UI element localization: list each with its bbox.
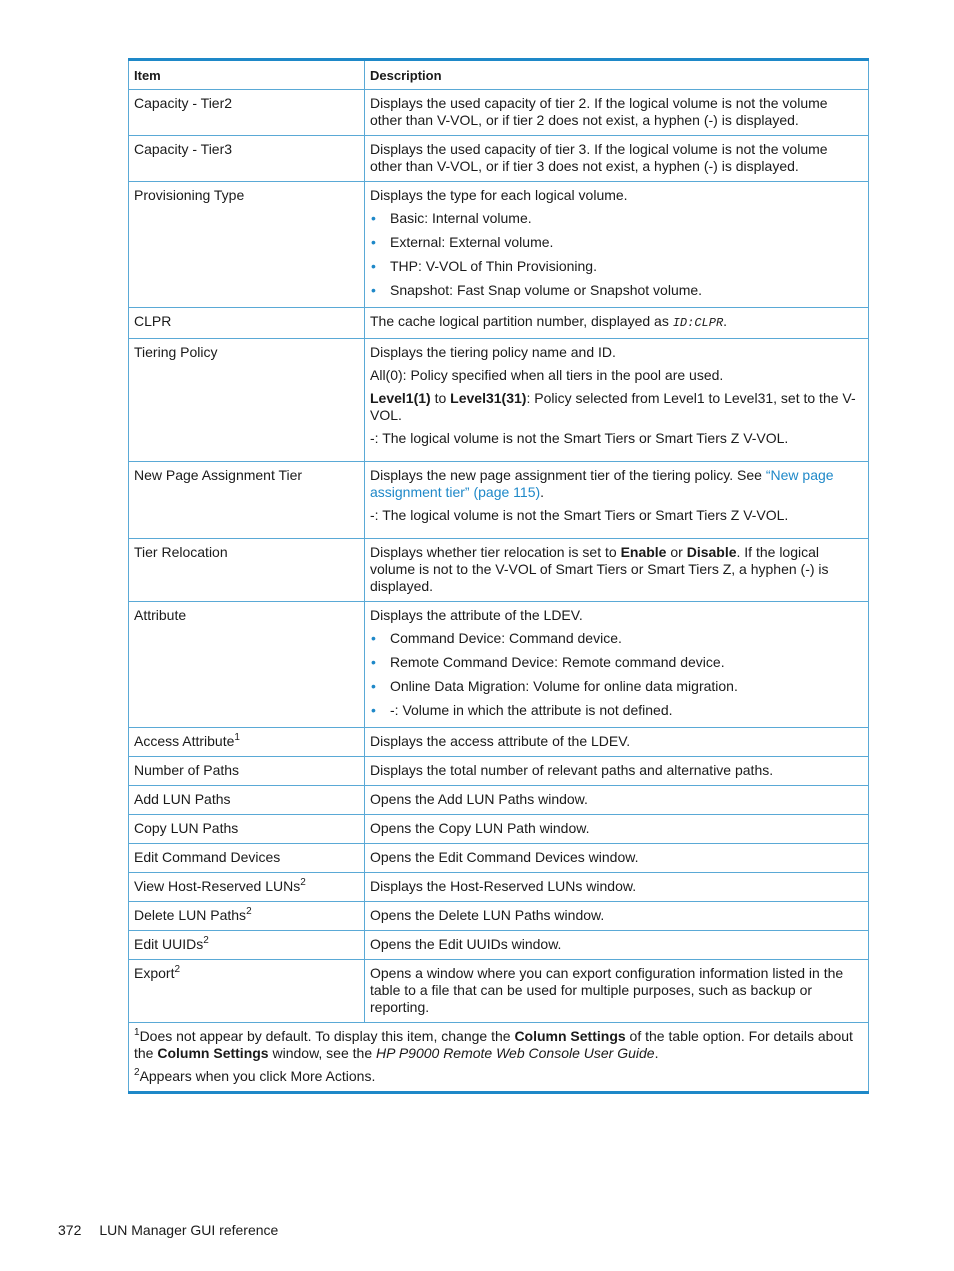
item-cell: Attribute <box>129 602 365 728</box>
footnotes-row <box>129 1023 869 1093</box>
list-item: • Basic: Internal volume. <box>371 210 532 226</box>
table-row <box>129 728 869 757</box>
description-cell: Opens the Delete LUN Paths window. <box>365 902 869 931</box>
table-row <box>129 602 869 728</box>
description-cell: Opens the Add LUN Paths window. <box>365 786 869 815</box>
description-cell: Displays the used capacity of tier 2. If the logical volume is not the volume other than V-VOL, or if tier 2 does not exist, a hyphen (-) is displayed. <box>365 90 869 136</box>
description-cell: Displays the total number of relevant paths and alternative paths. <box>365 757 869 786</box>
page-number: 372 <box>58 1222 82 1238</box>
description-cell: Displays the Host-Reserved LUNs window. <box>365 873 869 902</box>
item-cell: Edit UUIDs$^2$ <box>129 931 365 960</box>
footnote-2: $^2$Appears when you click More Actions. <box>134 1067 376 1084</box>
footnote-1: $^1$Does not appear by default. To display this item, change the Column Settings of the table option. For details about the Column Settings window, see the HP P9000 Remote Web Console User Guide. <box>134 1027 853 1061</box>
reference-table <box>128 58 869 1094</box>
description-text: Displays the type for each logical volume. <box>370 187 628 203</box>
table-row <box>129 539 869 602</box>
table-row <box>129 815 869 844</box>
description-cell: Opens the Edit UUIDs window. <box>365 931 869 960</box>
item-cell: Number of Paths <box>129 757 365 786</box>
bullet-icon: • <box>371 654 376 670</box>
footnote-ref: 2 <box>300 877 306 888</box>
table-row <box>129 786 869 815</box>
item-cell: Tiering Policy <box>129 339 365 462</box>
item-cell: Add LUN Paths <box>129 786 365 815</box>
table-row <box>129 462 869 539</box>
bullet-icon: • <box>371 210 376 226</box>
description-cell: Opens the Copy LUN Path window. <box>365 815 869 844</box>
header-item: Item <box>129 60 365 90</box>
bullet-list <box>370 210 863 299</box>
description-cell <box>365 602 869 728</box>
bullet-icon: • <box>371 258 376 274</box>
description-cell: Displays the tiering policy name and ID. All(0): Policy specified when all tiers in the pool are used. Level1(1) to Level31(31): Policy selected from Level1 to Level31, set to the V-VOL. -: The logical volume is not the Smart Tiers or Smart Tiers Z V-VOL. <box>365 339 869 462</box>
item-cell: New Page Assignment Tier <box>129 462 365 539</box>
item-cell: Edit Command Devices <box>129 844 365 873</box>
table-header-row <box>129 60 869 90</box>
header-description: Description <box>365 60 869 90</box>
list-item: • Online Data Migration: Volume for online data migration. <box>371 678 738 694</box>
bullet-icon: • <box>371 702 376 718</box>
item-cell: Tier Relocation <box>129 539 365 602</box>
code-text: ID:CLPR <box>672 316 724 330</box>
section-title: LUN Manager GUI reference <box>99 1222 279 1238</box>
item-cell: Export$^2$ <box>129 960 365 1023</box>
item-cell: CLPR <box>129 308 365 339</box>
description-cell: Displays whether tier relocation is set to Enable or Disable. If the logical volume is not to the V-VOL of Smart Tiers or Smart Tiers Z, a hyphen (-) is displayed. <box>365 539 869 602</box>
footnote-ref: 1 <box>234 732 240 743</box>
item-cell: Delete LUN Paths$^2$ <box>129 902 365 931</box>
description-cell: Displays the access attribute of the LDEV. <box>365 728 869 757</box>
cross-reference-link[interactable]: “New page assignment tier” (page 115) <box>370 467 834 500</box>
description-cell <box>365 182 869 308</box>
description-text: Displays the attribute of the LDEV. <box>370 607 583 623</box>
table-row <box>129 339 869 462</box>
item-cell: View Host-Reserved LUNs$^2$ <box>129 873 365 902</box>
description-cell: Opens a window where you can export configuration information listed in the table to a file that can be used for multiple purposes, such as backup or reporting. <box>365 960 869 1023</box>
list-item: • Snapshot: Fast Snap volume or Snapshot volume. <box>371 282 703 298</box>
table-row <box>129 902 869 931</box>
table-row <box>129 90 869 136</box>
item-cell: Access Attribute$^1$ <box>129 728 365 757</box>
table-row <box>129 136 869 182</box>
table-row <box>129 960 869 1023</box>
footnote-ref: 2 <box>246 906 252 917</box>
description-cell: Displays the used capacity of tier 3. If the logical volume is not the volume other than V-VOL, or if tier 3 does not exist, a hyphen (-) is displayed. <box>365 136 869 182</box>
page-footer <box>58 1222 278 1238</box>
list-item: • -: Volume in which the attribute is not defined. <box>371 702 673 718</box>
item-cell: Provisioning Type <box>129 182 365 308</box>
description-cell: The cache logical partition number, displayed as ID:CLPR. <box>365 308 869 339</box>
table-row <box>129 757 869 786</box>
bullet-icon: • <box>371 678 376 694</box>
table-row <box>129 308 869 339</box>
bullet-list <box>370 630 863 719</box>
table-row <box>129 182 869 308</box>
list-item: • THP: V-VOL of Thin Provisioning. <box>371 258 597 274</box>
bullet-icon: • <box>371 282 376 298</box>
table-row <box>129 931 869 960</box>
bullet-icon: • <box>371 234 376 250</box>
list-item: • Remote Command Device: Remote command device. <box>371 654 725 670</box>
item-cell: Copy LUN Paths <box>129 815 365 844</box>
item-cell: Capacity - Tier3 <box>129 136 365 182</box>
list-item: • External: External volume. <box>371 234 554 250</box>
description-cell: Opens the Edit Command Devices window. <box>365 844 869 873</box>
bullet-icon: • <box>371 630 376 646</box>
footnote-ref: 2 <box>203 935 209 946</box>
item-cell: Capacity - Tier2 <box>129 90 365 136</box>
description-cell: Displays the new page assignment tier of the tiering policy. See “New page assignment tier” (page 115). -: The logical volume is not the Smart Tiers or Smart Tiers Z V-VOL. <box>365 462 869 539</box>
table-row <box>129 844 869 873</box>
footnotes-cell <box>129 1023 869 1093</box>
list-item: • Command Device: Command device. <box>371 630 622 646</box>
footnote-ref: 2 <box>174 964 181 975</box>
table-row <box>129 873 869 902</box>
